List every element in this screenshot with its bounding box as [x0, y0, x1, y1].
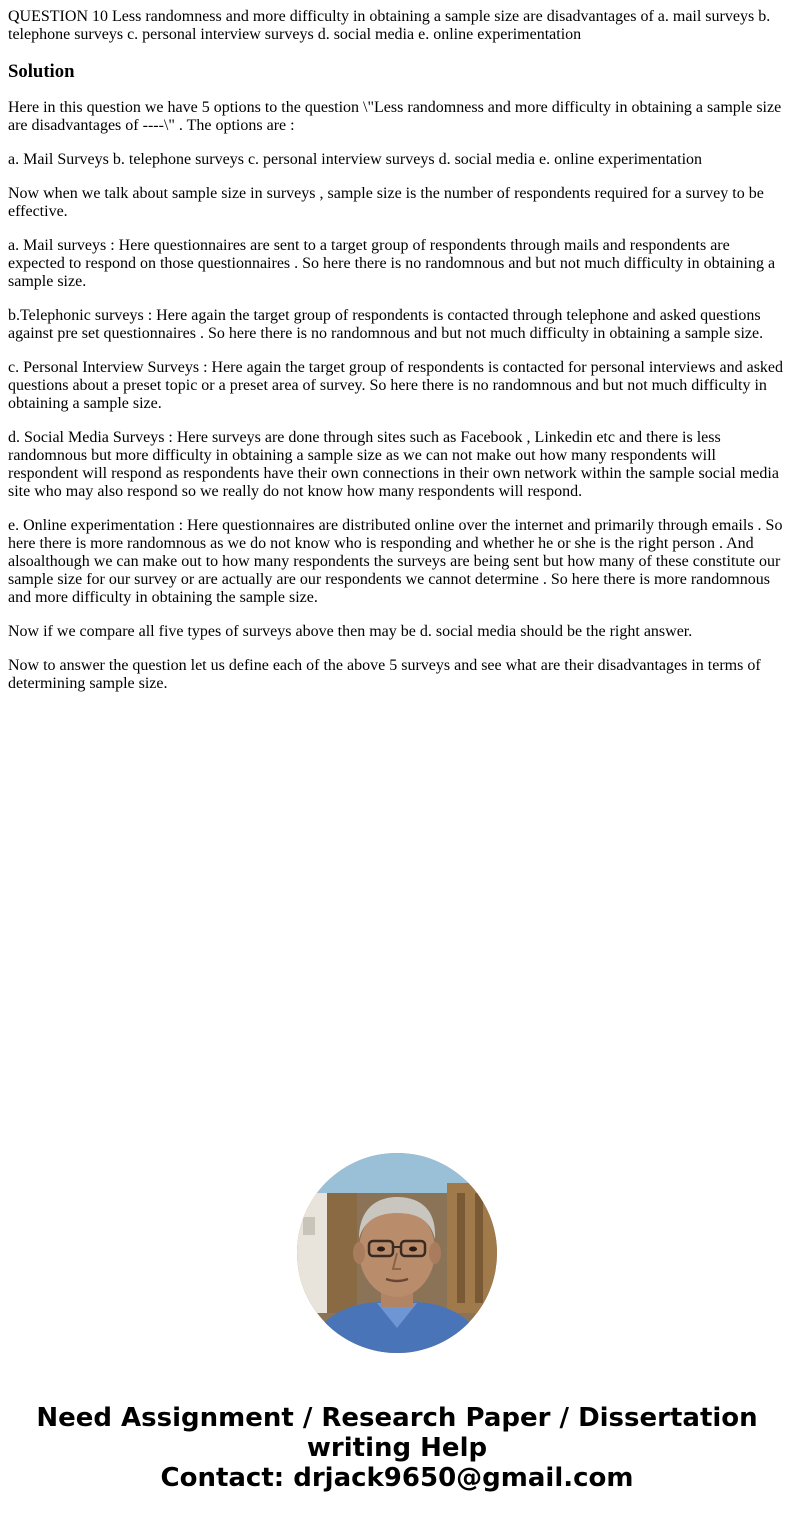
solution-paragraph: a. Mail surveys : Here questionnaires are sent to a target group of respondents through mails and respondents are expected to respond on those questionnaires . So here there is no randomnous and but not much difficulty in obtaining a sample size. [8, 237, 776, 290]
solution-paragraph: e. Online experimentation : Here questionnaires are distributed online over the internet and primarily through emails . So here there is more randomnous as we do not know who is responding and whether he or she is the right person . And alsoalthough we can make out to how many respondents the surveys are being sent but how many of these constitute our sample size for our survey or are actually are our respondents we cannot determine . So here there is more randomnous and more difficulty in obtaining the sample size. [8, 517, 783, 606]
document-body [8, 8, 786, 709]
author-avatar [297, 1153, 497, 1353]
contact-email: Contact: drjack9650@gmail.com [160, 1463, 634, 1493]
solution-paragraph: b.Telephonic surveys : Here again the target group of respondents is contacted through telephone and asked questions against pre set questionnaires . So here there is no randomnous and but not much difficulty in obtaining a sample size. [8, 307, 764, 342]
solution-paragraph: Now to answer the question let us define each of the above 5 surveys and see what are their disadvantages in terms of determining sample size. [8, 657, 761, 692]
solution-heading: Solution [8, 61, 75, 82]
question-text: QUESTION 10 Less randomness and more difficulty in obtaining a sample size are disadvantages of a. mail surveys b. telephone surveys c. personal interview surveys d. social media e. online experimentation [8, 8, 771, 43]
solution-paragraph: Now when we talk about sample size in surveys , sample size is the number of respondents required for a survey to be effective. [8, 185, 764, 220]
solution-paragraph: d. Social Media Surveys : Here surveys are done through sites such as Facebook , Linkedin etc and there is less randomnous but more difficulty in obtaining a sample size as we can not make out how many respondents will respondent will respond as respondents have their own connections in their own network within the sample social media site who may also respond so we really do not know how many respondents will respond. [8, 429, 779, 500]
solution-paragraph: c. Personal Interview Surveys : Here again the target group of respondents is contacted for personal interviews and asked questions about a preset topic or a preset area of survey. So here there is no randomnous and but not much difficulty in obtaining a sample size. [8, 359, 784, 412]
author-portrait-image [297, 1153, 497, 1353]
banner-line-1: Need Assignment / Research Paper / Dissertation [36, 1403, 758, 1433]
solution-paragraph: Now if we compare all five types of surveys above then may be d. social media should be the right answer. [8, 623, 693, 640]
solution-paragraph: Here in this question we have 5 options to the question \"Less randomness and more difficulty in obtaining a sample size are disadvantages of ----\" . The options are : [8, 99, 782, 134]
contact-banner [0, 1403, 794, 1493]
banner-line-2: writing Help [306, 1433, 488, 1463]
solution-paragraph: a. Mail Surveys b. telephone surveys c. personal interview surveys d. social media e. online experimentation [8, 151, 703, 168]
